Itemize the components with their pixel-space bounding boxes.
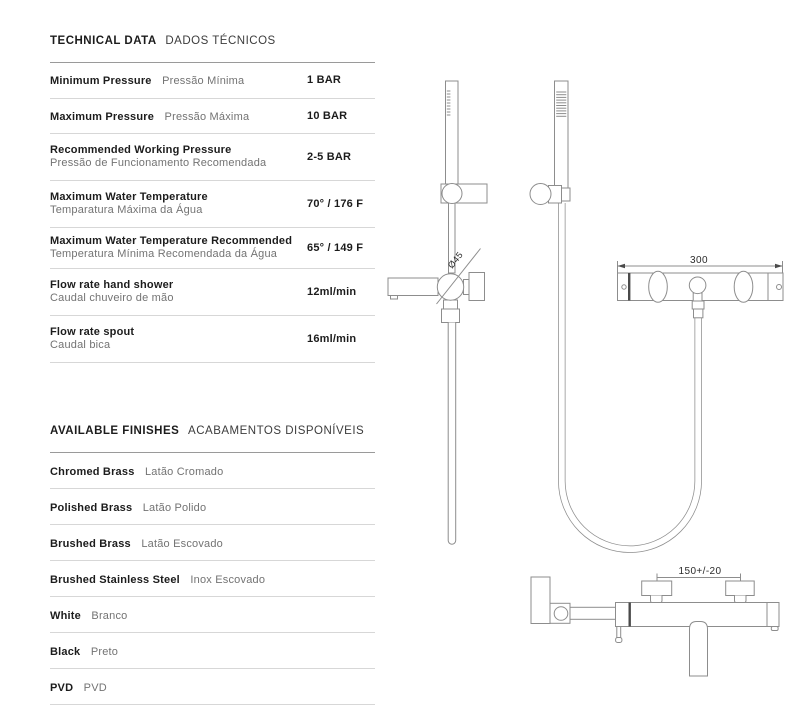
label-pt: Temparatura Máxima da Água [50,204,203,216]
finish-pt: Branco [91,609,128,622]
finish-pt: Inox Escovado [190,573,266,586]
label-pt: Pressão Máxima [164,110,250,123]
valve-handle [469,273,485,301]
row-value: 65° / 149 F [307,242,364,254]
label-pt: Caudal chuveiro de mão [50,292,174,304]
drawing-bar-top-view [618,255,784,318]
label-en: Maximum Water Temperature Recommended [50,234,293,247]
finish-en: Polished Brass [50,501,133,514]
diverter-lever-tip [616,638,622,643]
row-value: 16ml/min [307,333,357,345]
drawing-shower-side-view [388,81,487,544]
dim-arrow-left [618,264,626,268]
outlet-connector [692,301,704,309]
handle-stem [464,280,470,295]
finishes-title-pt: ACABAMENTOS DISPONÍVEIS [188,425,365,437]
diameter-dim-label: Ø45 [445,249,466,271]
wall-union-left [642,581,672,596]
spout-side [388,278,438,296]
label-pt: Temperatura Mínima Recomendada da Água [50,248,278,260]
slider-knob [442,184,462,204]
elbow-knob [554,607,568,621]
row-value: 2-5 BAR [307,151,352,163]
drawing-shower-front-view [530,81,698,549]
dim-300-label: 300 [690,255,708,266]
finish-pt: Preto [90,645,119,658]
hose-curve [562,203,698,549]
dim-arrow-right [775,264,783,268]
wall-union-right [726,581,755,596]
end-cap-nub [771,627,778,631]
bar-union-right [734,271,753,302]
label-pt: Caudal bica [50,339,111,351]
dim-150-label: 150+/-20 [678,566,722,577]
hose-nut [442,309,460,323]
drawing-mixer-elevation [531,566,779,676]
label-en: Maximum Water Temperature [50,190,208,203]
finish-pt: Latão Cromado [144,465,224,478]
hose-connector [444,300,458,309]
finish-en: Chromed Brass [50,465,135,478]
technical-data-title-pt: DADOS TÉCNICOS [165,35,276,47]
row-value: 12ml/min [307,286,357,298]
finishes-title-en: AVAILABLE FINISHES [50,425,180,437]
outlet-nut [694,309,703,318]
finish-en: Brushed Stainless Steel [50,573,180,586]
spout-aerator [391,296,398,300]
hose-curve-inner [562,200,698,549]
finish-pt: Latão Escovado [141,537,224,550]
label-en: Maximum Pressure [50,110,155,123]
label-en: Flow rate spout [50,325,135,338]
finish-en: PVD [50,681,74,694]
holder-knob [530,184,551,205]
finish-en: Black [50,645,81,658]
holder-clip [562,188,571,201]
outlet-knob [689,277,706,294]
hose-side [448,323,456,545]
finish-pt: PVD [83,681,107,694]
mixer-end-cap [767,603,779,627]
technical-data-title-en: TECHNICAL DATA [50,35,157,47]
finish-en: White [50,609,81,622]
wall-plate-side [531,577,550,624]
label-en: Minimum Pressure [50,75,152,88]
bar-union-left [649,271,668,302]
label-pt: Pressão de Funcionamento Recomendada [50,157,267,169]
label-en: Recommended Working Pressure [50,143,232,156]
finish-pt: Latão Polido [142,501,207,514]
diverter-lever-stem [617,627,621,639]
label-en: Flow rate hand shower [50,278,174,291]
row-value: 70° / 176 F [307,198,364,210]
outlet-neck [693,293,702,302]
connecting-arm [570,607,616,619]
row-value: 10 BAR [307,109,348,122]
row-value: 1 BAR [307,74,342,87]
finish-en: Brushed Brass [50,537,131,550]
mixer-spout [690,622,708,677]
label-pt: Pressão Mínima [162,75,245,88]
